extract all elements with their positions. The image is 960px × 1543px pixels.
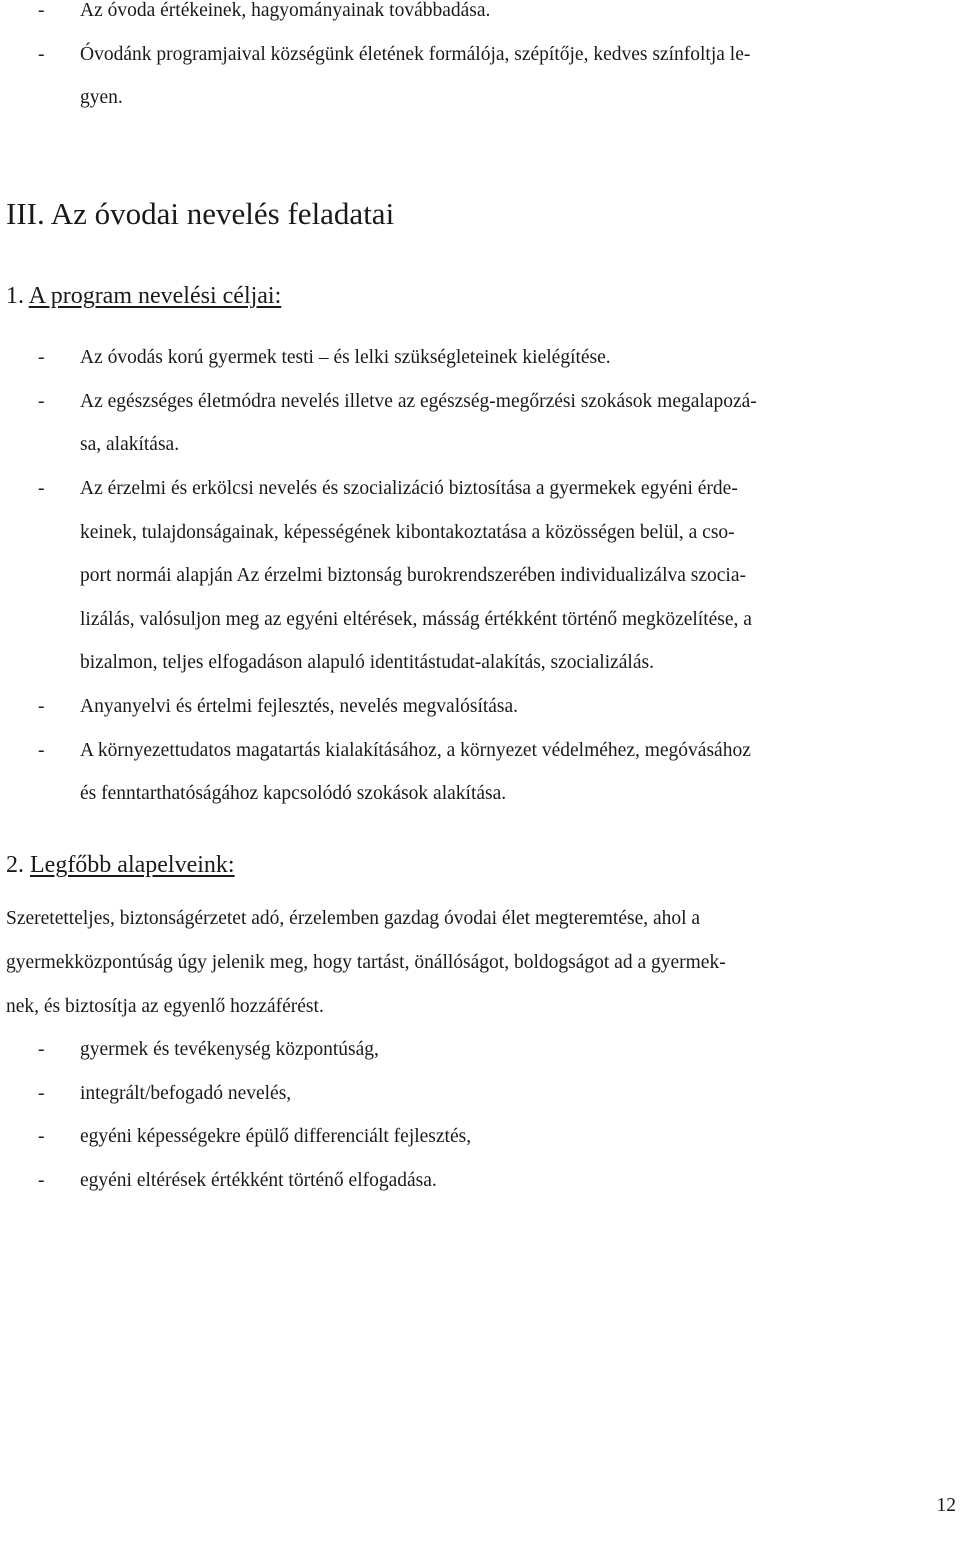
list-item-text: egyéni képességekre épülő differenciált fejlesztés, xyxy=(80,1126,472,1147)
list-item-text: gyermek és tevékenység központúság, xyxy=(80,1039,379,1060)
subsection-title: Legfőbb alapelveink: xyxy=(30,852,235,878)
list-dash: - xyxy=(38,44,45,65)
list-item-text: port normái alapján Az érzelmi biztonság burokrendszerében individualizálva szocia- xyxy=(80,565,746,586)
list-dash: - xyxy=(38,696,45,717)
subsection-heading xyxy=(6,283,281,310)
list-item-text: bizalmon, teljes elfogadáson alapuló identitástudat-alakítás, szocializálás. xyxy=(80,652,654,673)
list-dash: - xyxy=(38,1039,45,1060)
subsection-title: A program nevelési céljai: xyxy=(28,283,282,309)
list-dash: - xyxy=(38,740,45,761)
list-item-text: integrált/befogadó nevelés, xyxy=(80,1083,292,1104)
list-item-text: lizálás, valósuljon meg az egyéni eltérések, másság értékként történő megközelítése, a xyxy=(80,609,752,630)
list-item-text: Az óvoda értékeinek, hagyományainak továbbadása. xyxy=(80,0,491,21)
list-dash: - xyxy=(38,0,45,21)
list-dash: - xyxy=(38,391,45,412)
list-item-text: Az érzelmi és erkölcsi nevelés és szocializáció biztosítása a gyermekek egyéni érde- xyxy=(80,478,738,499)
list-item-text: Az egészséges életmódra nevelés illetve az egészség-megőrzési szokások megalapozá- xyxy=(80,391,757,412)
paragraph-line: nek, és biztosítja az egyenlő hozzáférést. xyxy=(6,996,324,1017)
list-item-text: Óvodánk programjaival községünk életének formálója, szépítője, kedves színfoltja le- xyxy=(80,44,751,65)
list-item-text: sa, alakítása. xyxy=(80,434,180,455)
list-item-text: és fenntarthatóságához kapcsolódó szokások alakítása. xyxy=(80,783,507,804)
subsection-heading xyxy=(6,852,235,879)
list-dash: - xyxy=(38,1126,45,1147)
subsection-number: 1. xyxy=(6,283,24,309)
list-item-text: A környezettudatos magatartás kialakításához, a környezet védelméhez, megóvásához xyxy=(80,740,751,761)
list-dash: - xyxy=(38,478,45,499)
list-item-text: Az óvodás korú gyermek testi – és lelki szükségleteinek kielégítése. xyxy=(80,347,611,368)
list-item-text: gyen. xyxy=(80,87,123,108)
list-dash: - xyxy=(38,1083,45,1104)
list-item-text: Anyanyelvi és értelmi fejlesztés, nevelés megvalósítása. xyxy=(80,696,519,717)
page-number: 12 xyxy=(936,1495,956,1516)
list-dash: - xyxy=(38,347,45,368)
paragraph-line: gyermekközpontúság úgy jelenik meg, hogy tartást, önállóságot, boldogságot ad a gyermek- xyxy=(6,952,726,973)
paragraph-line: Szeretetteljes, biztonságérzetet adó, érzelemben gazdag óvodai élet megteremtése, ahol a xyxy=(6,908,701,929)
list-item-text: keinek, tulajdonságainak, képességének kibontakoztatása a közösségen belül, a cso- xyxy=(80,522,735,543)
list-item-text: egyéni eltérések értékként történő elfogadása. xyxy=(80,1170,437,1191)
subsection-number: 2. xyxy=(6,852,24,878)
section-title: III. Az óvodai nevelés feladatai xyxy=(6,196,395,231)
list-dash: - xyxy=(38,1170,45,1191)
